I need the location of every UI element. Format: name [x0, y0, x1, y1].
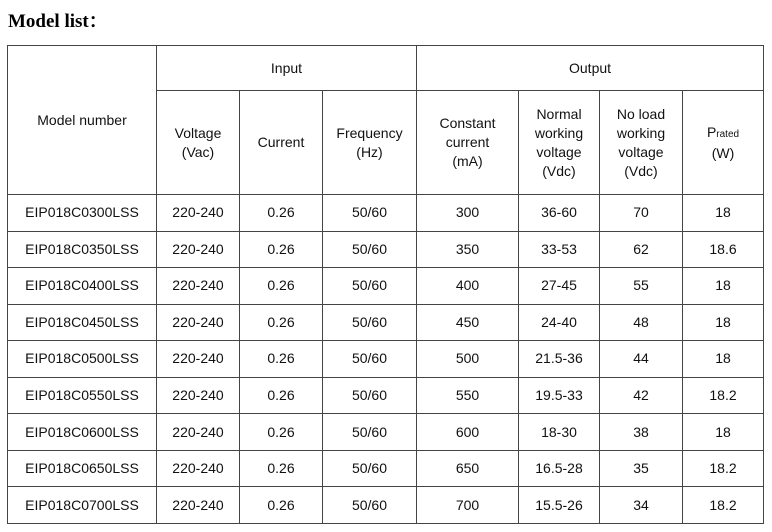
frequency-cell: 50/60 — [323, 268, 417, 305]
no-load-voltage-cell: 35 — [600, 450, 683, 487]
model-number-cell: EIP018C0550LSS — [8, 377, 157, 414]
constant-current-cell: 400 — [417, 268, 519, 305]
table-row — [8, 487, 764, 524]
table-row — [8, 268, 764, 305]
model-list-table — [7, 45, 764, 524]
voltage-cell: 220-240 — [157, 231, 240, 268]
current-cell: 0.26 — [240, 231, 323, 268]
no-load-voltage-cell: 48 — [600, 304, 683, 341]
current-cell: 0.26 — [240, 450, 323, 487]
constant-current-cell: 650 — [417, 450, 519, 487]
voltage-cell: 220-240 — [157, 341, 240, 378]
frequency-cell: 50/60 — [323, 231, 417, 268]
model-number-cell: EIP018C0350LSS — [8, 231, 157, 268]
table-row — [8, 231, 764, 268]
voltage-cell: 220-240 — [157, 487, 240, 524]
frequency-cell: 50/60 — [323, 450, 417, 487]
input-group-header: Input — [157, 46, 417, 91]
table-row — [8, 414, 764, 451]
current-cell: 0.26 — [240, 487, 323, 524]
normal-voltage-cell: 24-40 — [519, 304, 600, 341]
normal-voltage-cell: 21.5-36 — [519, 341, 600, 378]
prated-header: Prated (W) — [683, 91, 764, 195]
no-load-voltage-cell: 55 — [600, 268, 683, 305]
frequency-cell: 50/60 — [323, 414, 417, 451]
constant-current-cell: 550 — [417, 377, 519, 414]
table-row — [8, 195, 764, 232]
prated-cell: 18 — [683, 304, 764, 341]
model-number-cell: EIP018C0650LSS — [8, 450, 157, 487]
frequency-header: Frequency (Hz) — [323, 91, 417, 195]
prated-cell: 18 — [683, 268, 764, 305]
prated-cell: 18.2 — [683, 377, 764, 414]
voltage-cell: 220-240 — [157, 195, 240, 232]
frequency-cell: 50/60 — [323, 304, 417, 341]
no-load-voltage-cell: 42 — [600, 377, 683, 414]
prated-cell: 18 — [683, 414, 764, 451]
current-cell: 0.26 — [240, 414, 323, 451]
voltage-cell: 220-240 — [157, 450, 240, 487]
page-title: Model list： — [8, 11, 108, 32]
table-row — [8, 377, 764, 414]
no-load-voltage-cell: 44 — [600, 341, 683, 378]
frequency-cell: 50/60 — [323, 377, 417, 414]
prated-cell: 18 — [683, 195, 764, 232]
no-load-voltage-cell: 38 — [600, 414, 683, 451]
current-cell: 0.26 — [240, 304, 323, 341]
normal-working-voltage-header: Normal working voltage (Vdc) — [519, 91, 600, 195]
normal-voltage-cell: 15.5-26 — [519, 487, 600, 524]
frequency-cell: 50/60 — [323, 195, 417, 232]
current-cell: 0.26 — [240, 195, 323, 232]
normal-voltage-cell: 18-30 — [519, 414, 600, 451]
voltage-cell: 220-240 — [157, 268, 240, 305]
model-number-header: Model number — [8, 46, 157, 195]
current-header: Current — [240, 91, 323, 195]
prated-cell: 18.2 — [683, 487, 764, 524]
no-load-voltage-cell: 70 — [600, 195, 683, 232]
constant-current-cell: 450 — [417, 304, 519, 341]
constant-current-cell: 700 — [417, 487, 519, 524]
voltage-cell: 220-240 — [157, 377, 240, 414]
constant-current-cell: 500 — [417, 341, 519, 378]
normal-voltage-cell: 36-60 — [519, 195, 600, 232]
model-rows — [8, 195, 764, 524]
voltage-cell: 220-240 — [157, 414, 240, 451]
constant-current-cell: 350 — [417, 231, 519, 268]
normal-voltage-cell: 16.5-28 — [519, 450, 600, 487]
table-row — [8, 341, 764, 378]
current-cell: 0.26 — [240, 341, 323, 378]
frequency-cell: 50/60 — [323, 487, 417, 524]
model-number-cell: EIP018C0500LSS — [8, 341, 157, 378]
output-group-header: Output — [417, 46, 764, 91]
normal-voltage-cell: 27-45 — [519, 268, 600, 305]
constant-current-header: Constant current (mA) — [417, 91, 519, 195]
prated-cell: 18 — [683, 341, 764, 378]
no-load-voltage-cell: 34 — [600, 487, 683, 524]
frequency-cell: 50/60 — [323, 341, 417, 378]
voltage-cell: 220-240 — [157, 304, 240, 341]
model-number-cell: EIP018C0450LSS — [8, 304, 157, 341]
normal-voltage-cell: 19.5-33 — [519, 377, 600, 414]
voltage-header: Voltage (Vac) — [157, 91, 240, 195]
model-number-cell: EIP018C0400LSS — [8, 268, 157, 305]
constant-current-cell: 600 — [417, 414, 519, 451]
table-row — [8, 450, 764, 487]
no-load-working-voltage-header: No load working voltage (Vdc) — [600, 91, 683, 195]
table-row — [8, 304, 764, 341]
prated-cell: 18.6 — [683, 231, 764, 268]
no-load-voltage-cell: 62 — [600, 231, 683, 268]
current-cell: 0.26 — [240, 377, 323, 414]
model-number-cell: EIP018C0700LSS — [8, 487, 157, 524]
constant-current-cell: 300 — [417, 195, 519, 232]
prated-cell: 18.2 — [683, 450, 764, 487]
normal-voltage-cell: 33-53 — [519, 231, 600, 268]
model-number-cell: EIP018C0600LSS — [8, 414, 157, 451]
current-cell: 0.26 — [240, 268, 323, 305]
model-number-cell: EIP018C0300LSS — [8, 195, 157, 232]
